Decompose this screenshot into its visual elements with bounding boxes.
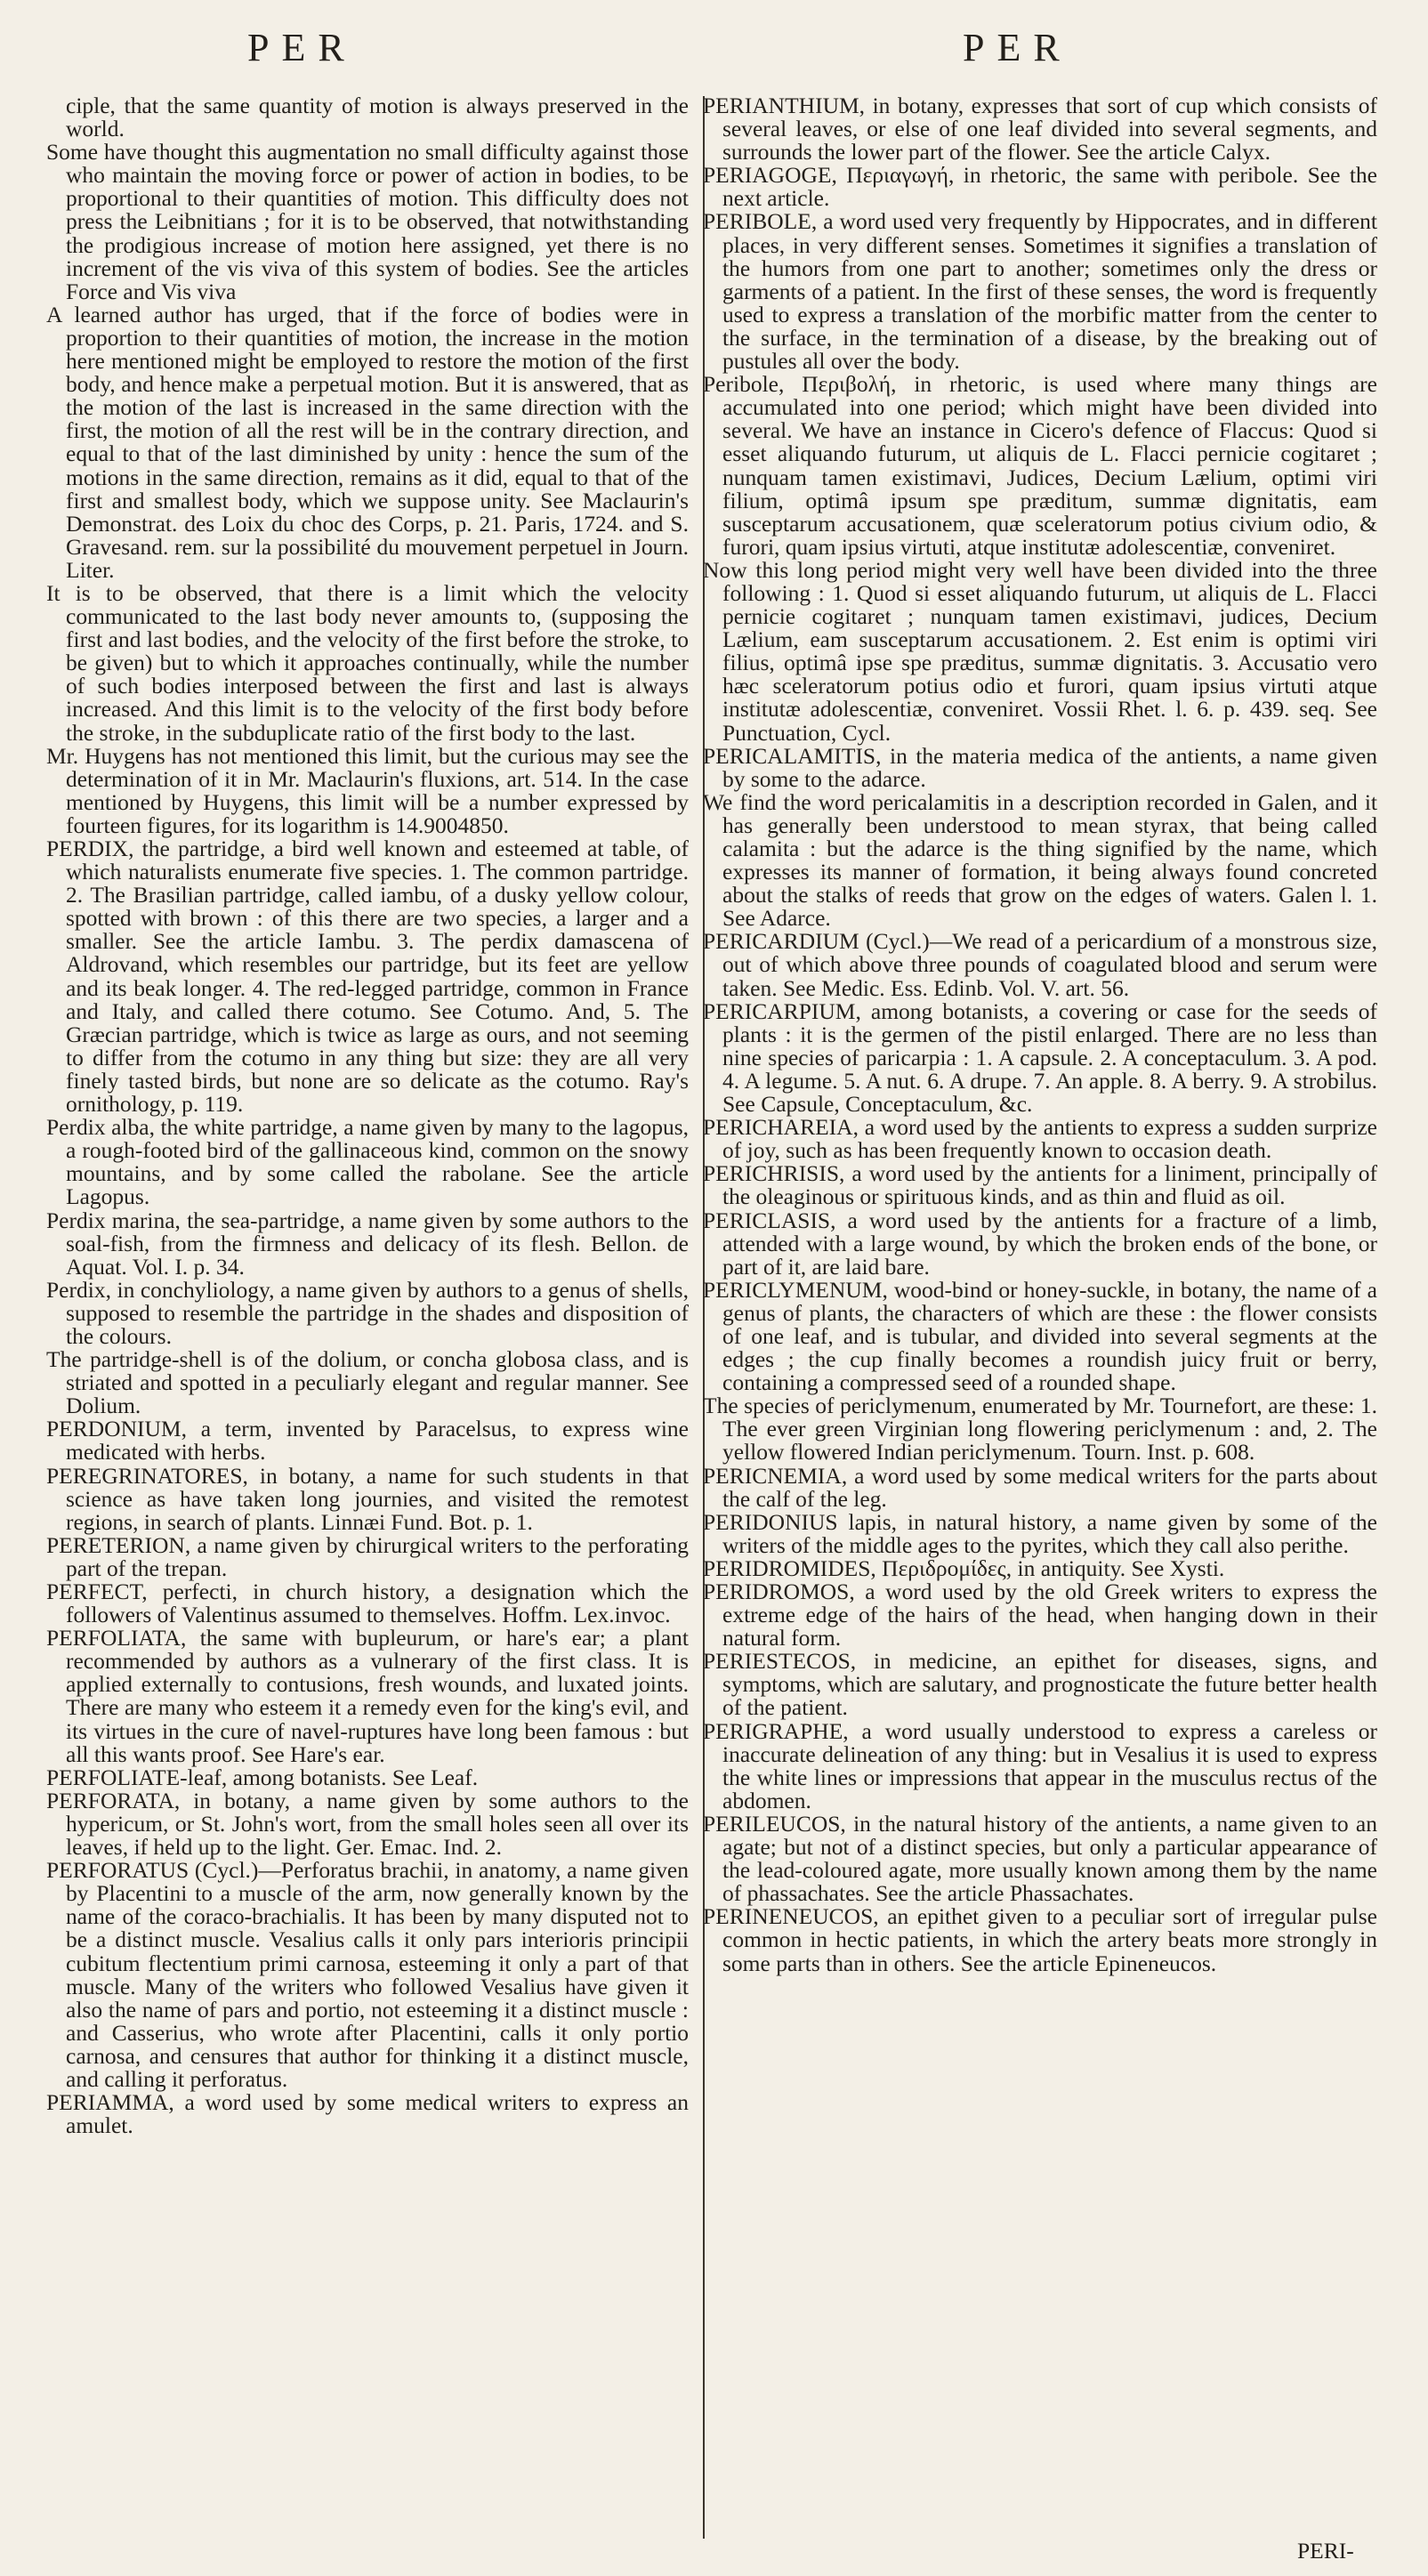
left-column-paragraph: PERDIX, the partridge, a bird well known and esteemed at table, of which naturalists enumerate five species. 1. The common partridge. 2. The Brasilian partridge, called iambu, of a dusky yellow colour, spotted with brown : of this there are two species, a larger and a smaller. See the article Iambu. 3. The perdix damascena of Aldrovand, which resembles our partridge, but its feet are yellow and its beak longer. 4. The red-legged partridge, common in France and Italy, and called there cotumo. See Cotumo. And, 5. The Græcian partridge, which is twice as large as ours, and not seeming to differ from the cotumo in any thing but size: they are all very finely tasted birds, but none are so delicate as the cotumo. Ray's ornithology, p. 119.: [46, 836, 689, 1118]
catchword: PERI-: [1297, 2538, 1354, 2564]
left-column-paragraph: Perdix marina, the sea-partridge, a name given by some authors to the soal-fish, from the firmness and delicacy of its flesh. Bellon. de Aquat. Vol. I. p. 34.: [46, 1207, 689, 1280]
right-column-paragraph: PERICLYMENUM, wood-bind or honey-suckle, in botany, the name of a genus of plants, the characters of which are these : the flower consists of one leaf, and is tubular, and divided into several segments at the edges ; the cup finally becomes a roundish juicy fruit or berry, containing a compressed seed of a rounded shape.: [703, 1276, 1377, 1396]
right-column-paragraph: PERIDONIUS lapis, in natural history, a name given by some of the writers of the middle ages to the pyrites, which they call also perithe.: [703, 1508, 1377, 1558]
running-head-left: PER: [247, 26, 357, 69]
left-column-paragraph: PEREGRINATORES, in botany, a name for such students in that science as have taken long journies, and visited the remotest regions, in search of plants. Linnæi Fund. Bot. p. 1.: [46, 1462, 689, 1535]
left-column: [46, 94, 689, 2137]
right-column-paragraph: PERIBOLE, a word used very frequently by Hippocrates, and in different places, in very different senses. Sometimes it signifies a translation of the humors from one part to another; sometimes only the dress or garments of a patient. In the first of these senses, the word is frequently used to express a translation of the morbific matter from the center to the surface, in the termination of a disease, by the breaking out of pustules all over the body.: [703, 208, 1377, 375]
left-column-paragraph: The partridge-shell is of the dolium, or concha globosa class, and is striated and spotted in a peculiarly elegant and regular manner. See Dolium.: [46, 1346, 689, 1419]
right-column-paragraph: PERICARPIUM, among botanists, a covering or case for the seeds of plants : it is the germen of the pistil enlarged. There are no less than nine species of paricarpia : 1. A capsule. 2. A conceptaculum. 3. A pod. 4. A legume. 5. A nut. 6. A drupe. 7. An apple. 8. A berry. 9. A strobilus. See Capsule, Conceptaculum, &c.: [703, 997, 1377, 1118]
left-column-paragraph: Some have thought this augmentation no small difficulty against those who maintain the moving force or power of action in bodies, to be proportional to their quantities of motion. This difficulty does not press the Leibnitians ; for it is to be observed, that notwithstanding the prodigious increase of motion here assigned, yet there is no increment of the vis viva of this system of bodies. See the articles Force and Vis viva: [46, 139, 689, 304]
left-column-paragraph: ciple, that the same quantity of motion is always preserved in the world.: [66, 93, 689, 142]
left-column-paragraph: PERFORATUS (Cycl.)—Perforatus brachii, in anatomy, a name given by Placentini to a muscle of the arm, now generally known by the name of the coraco-brachialis. It has been by many disputed not to be a distinct muscle. Vesalius calls it only pars interioris principii cubitum flectentium primi carnosa, esteeming it only a part of that muscle. Many of the writers who followed Vesalius have given it also the name of pars and portio, not esteeming it a distinct muscle : and Casserius, who wrote after Placentini, calls it only portio carnosa, and censures that author for thinking it a distinct muscle, and calling it perforatus.: [46, 1857, 689, 2092]
right-column-paragraph: PERIDROMIDES, Περιδρομίδες, in antiquity. See Xysti.: [703, 1554, 1225, 1581]
left-column-paragraph: PERFORATA, in botany, a name given by some authors to the hypericum, or St. John's wort, from the small holes seen all over its leaves, if held up to the light. Ger. Emac. Ind. 2.: [46, 1787, 689, 1861]
left-column-paragraph: Perdix alba, the white partridge, a name given by many to the lagopus, a rough-footed bird of the gallinaceous kind, common on the snowy mountains, and by some called the rabolane. See the article Lagopus.: [46, 1114, 689, 1210]
left-column-paragraph: It is to be observed, that there is a limit which the velocity communicated to the last body never amounts to, (supposing the first and last bodies, and the velocity of the first before the stroke, to be given) but to which it approaches continually, while the number of such bodies interposed between the first and last is always increased. And this limit is to the velocity of the first body before the stroke, in the subduplicate ratio of the first body to the last.: [46, 579, 689, 746]
left-column-paragraph: Perdix, in conchyliology, a name given by authors to a genus of shells, supposed to resemble the partridge in the shades and disposition of the colours.: [46, 1276, 689, 1349]
left-column-paragraph: PERETERION, a name given by chirurgical writers to the perforating part of the trepan.: [46, 1531, 689, 1581]
left-column-paragraph: PERDONIUM, a term, invented by Paracelsus, to express wine medicated with herbs.: [46, 1416, 689, 1466]
right-column-paragraph: PERICHAREIA, a word used by the antients to express a sudden surprize of joy, such as has been frequently known to occasion death.: [703, 1114, 1377, 1164]
right-column-paragraph: PERIGRAPHE, a word usually understood to express a careless or inaccurate delineation of any thing: but in Vesalius it is used to express the white lines or impressions that appear in the musculus rectus of the abdomen.: [703, 1717, 1377, 1813]
right-column-paragraph: PERIANTHIUM, in botany, expresses that sort of cup which consists of several leaves, or else of one leaf divided into several segments, and surrounds the lower part of the flower. See the article Calyx.: [703, 93, 1377, 166]
right-column-paragraph: Now this long period might very well have been divided into the three following : 1. Quod si esset aliquando futurum, ut aliquis de L. Flacci pernicie cogitaret ; nunquam tamen existimavi, judices, Decium Lælium, eam susceptarum accusationem. 2. Est enim is optimi viri filius, optimâ ipse spe præditus, summæ dignitatis. 3. Accusatio vero hæc sceleratorum potius odio et furori, quam ipsius virtuti atque institutæ adolescentiæ, conveniret. Vossii Rhet. l. 6. p. 439. seq. See Punctuation, Cycl.: [703, 556, 1377, 746]
right-column-paragraph: PERICNEMIA, a word used by some medical writers for the parts about the calf of the leg.: [703, 1462, 1377, 1512]
right-column-paragraph: Peribole, Περιβολή, in rhetoric, is used where many things are accumulated into one period; which might have been divided into several. We have an instance in Cicero's defence of Flaccus: Quod si esset aliquando futurum, ut aliquis de L. Flacci pernicie cogitaret ; nunquam tamen existimavi, Judices, Decium Lælium, optimi viri filium, optimâ ipsum spe præditum, summæ dignitatis, eam susceptarum accusationem, quæ sceleratorum potius civium odio, & furori, quam ipsius virtuti, atque institutæ adolescentiæ, conveniret.: [703, 371, 1377, 560]
right-column-paragraph: The species of periclymenum, enumerated by Mr. Tournefort, are these: 1. The ever green Virginian long flowering periclymenum : and, 2. The yellow flowered Indian periclymenum. Tourn. Inst. p. 608.: [703, 1393, 1377, 1466]
right-column-paragraph: PERILEUCOS, in the natural history of the antients, a name given to an agate; but not of a distinct species, but only a particular appearance of the lead-coloured agate, more usually known among them by the name of phassachates. See the article Phassachates.: [703, 1810, 1377, 1907]
right-column-paragraph: PERICARDIUM (Cycl.)—We read of a pericardium of a monstrous size, out of which above three pounds of coagulated blood and serum were taken. See Medic. Ess. Edinb. Vol. V. art. 56.: [703, 928, 1377, 1001]
running-head: [0, 25, 1428, 78]
left-column-paragraph: PERFOLIATA, the same with bupleurum, or hare's ear; a plant recommended by authors as a vulnerary of the first class. It is applied externally to contusions, fresh wounds, and luxated joints. There are many who esteem it a remedy even for the king's evil, and its virtues in the cure of navel-ruptures have long been famous : but all this wants proof. See Hare's ear.: [46, 1625, 689, 1767]
left-column-paragraph: PERFOLIATE-leaf, among botanists. See Leaf.: [46, 1764, 479, 1790]
left-column-paragraph: PERIAMMA, a word used by some medical writers to express an amulet.: [46, 2089, 689, 2139]
right-column-paragraph: PERIESTECOS, in medicine, an epithet for diseases, signs, and symptoms, which are salutary, and prognosticate the future better health of the patient.: [703, 1648, 1377, 1721]
right-column-paragraph: PERICALAMITIS, in the materia medica of the antients, a name given by some to the adarce.: [703, 742, 1377, 792]
left-column-paragraph: A learned author has urged, that if the force of bodies were in proportion to their quantities of motion, the increase in the motion here mentioned might be employed to restore the motion of the first body, and hence make a perpetual motion. But it is answered, that as the motion of the last is increased in the same direction with the first, the motion of all the rest will be in the contrary direction, and equal to that of the last diminished by unity : hence the sum of the motions in the same direction, remains as it did, equal to that of the first and smallest body, which we suppose unity. See Maclaurin's Demonstrat. des Loix du choc des Corps, p. 21. Paris, 1724. and S. Gravesand. rem. sur la possibilité du mouvement perpetuel in Journ. Liter.: [46, 301, 689, 583]
right-column-paragraph: PERICHRISIS, a word used by the antients for a liniment, principally of the oleaginous or spirituous kinds, and as thin and fluid as oil.: [703, 1160, 1377, 1210]
right-column-paragraph: We find the word pericalamitis in a description recorded in Galen, and it has generally been understood to mean styrax, that being called calamita : but the adarce is the thing signified by the name, which expresses its manner of formation, it being always found concreted about the stalks of reeds that grow on the edges of waters. Galen l. 1. See Adarce.: [703, 788, 1377, 932]
running-head-right: PER: [963, 26, 1072, 69]
left-column-paragraph: Mr. Huygens has not mentioned this limit, but the curious may see the determination of it in Mr. Maclaurin's fluxions, art. 514. In the case mentioned by Huygens, this limit will be a number expressed by fourteen figures, for its logarithm is 14.9004850.: [46, 742, 689, 838]
right-column-paragraph: PERIAGOGE, Περιαγωγή, in rhetoric, the same with peribole. See the next article.: [703, 162, 1377, 212]
right-column-paragraph: PERICLASIS, a word used by the antients for a fracture of a limb, attended with a large wound, by which the broken ends of the bone, or part of it, are laid bare.: [703, 1207, 1377, 1280]
right-column-paragraph: PERIDROMOS, a word used by the old Greek writers to express the extreme edge of the hairs of the head, when hanging down in their natural form.: [703, 1579, 1377, 1651]
left-column-paragraph: PERFECT, perfecti, in church history, a designation which the followers of Valentinus assumed to themselves. Hoffm. Lex.invoc.: [46, 1579, 689, 1628]
right-column-paragraph: PERINENEUCOS, an epithet given to a peculiar sort of irregular pulse common in hectic patients, in which the artery beats more strongly in some parts than in others. See the article Epineneucos.: [703, 1903, 1377, 1976]
right-column: [703, 94, 1377, 1975]
